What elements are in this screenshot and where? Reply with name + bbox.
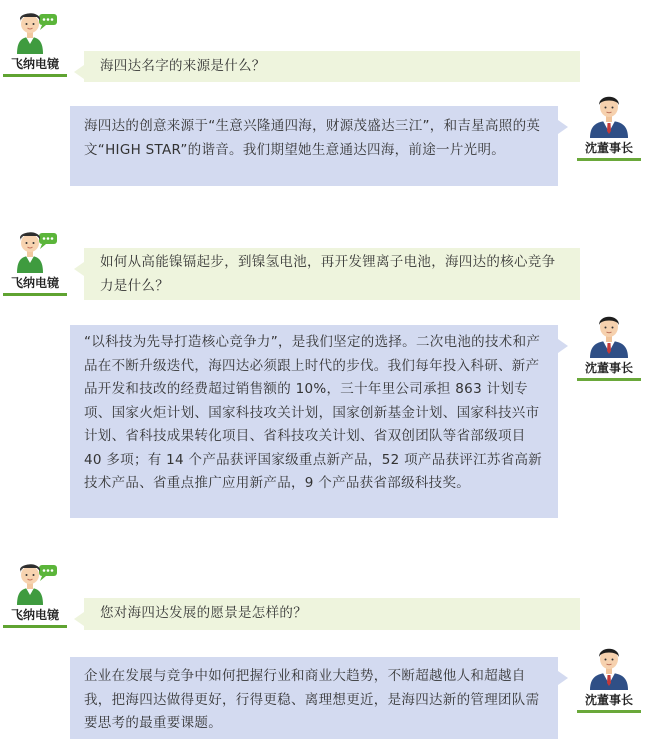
interviewer-name: 飞纳电镜: [3, 606, 67, 628]
answer-bubble-2: [70, 325, 558, 518]
answer-bubble-3: [70, 657, 558, 739]
chairman-name: 沈董事长: [577, 359, 641, 381]
chairman-name: 沈董事长: [577, 139, 641, 161]
chairman-icon: [586, 88, 632, 138]
chairman-avatar: [577, 308, 641, 381]
interviewer-icon: [9, 555, 61, 605]
answer-bubble-1: [70, 106, 558, 186]
chairman-icon: [586, 308, 632, 358]
chairman-icon: [586, 640, 632, 690]
answer-text-2: “以科技为先导打造核心竞争力”，是我们坚定的选择。二次电池的技术和产品在不断升级迭代，海四达必须跟上时代的步伐。我们每年投入科研、新产品开发和技改的经费超过销售额的 10%，三十年里公司承担 863 计划专项、国家火炬计划、国家科技攻关计划，国家创新基金计划、国家科技兴市计划、省科技成果转化项目、省科技攻关计划、省双创团队等省部级项目 40 多项；有 14 个产品获评国家级重点新产品，52 项产品获评江苏省高新技术产品、省重点推广应用新产品，9 个产品获省部级科技奖。: [84, 334, 543, 491]
question-text-3: 您对海四达发展的愿景是怎样的？: [100, 605, 307, 621]
question-bubble-2: [84, 248, 580, 300]
question-bubble-3: [84, 598, 580, 630]
interviewer-avatar: [3, 555, 67, 628]
interviewer-icon: [9, 223, 61, 273]
chairman-avatar: [577, 640, 641, 713]
interviewer-name: 飞纳电镜: [3, 55, 67, 77]
interviewer-avatar: [3, 223, 67, 296]
chairman-name: 沈董事长: [577, 691, 641, 713]
chairman-avatar: [577, 88, 641, 161]
question-text-1: 海四达名字的来源是什么？: [100, 58, 266, 74]
interviewer-name: 飞纳电镜: [3, 274, 67, 296]
answer-text-3: 企业在发展与竞争中如何把握行业和商业大趋势，不断超越他人和超越自我，把海四达做得更好，行得更稳、离理想更近，是海四达新的管理团队需要思考的最重要课题。: [84, 668, 540, 731]
question-text-2: 如何从高能镍镉起步，到镍氢电池，再开发锂离子电池，海四达的核心竞争力是什么？: [100, 254, 556, 294]
answer-text-1: 海四达的创意来源于“生意兴隆通四海，财源茂盛达三江”，和吉星高照的英文“HIGH STAR”的谐音。我们期望她生意通达四海，前途一片光明。: [84, 118, 541, 158]
interviewer-avatar: [3, 4, 67, 77]
question-bubble-1: [84, 51, 580, 82]
interviewer-icon: [9, 4, 61, 54]
